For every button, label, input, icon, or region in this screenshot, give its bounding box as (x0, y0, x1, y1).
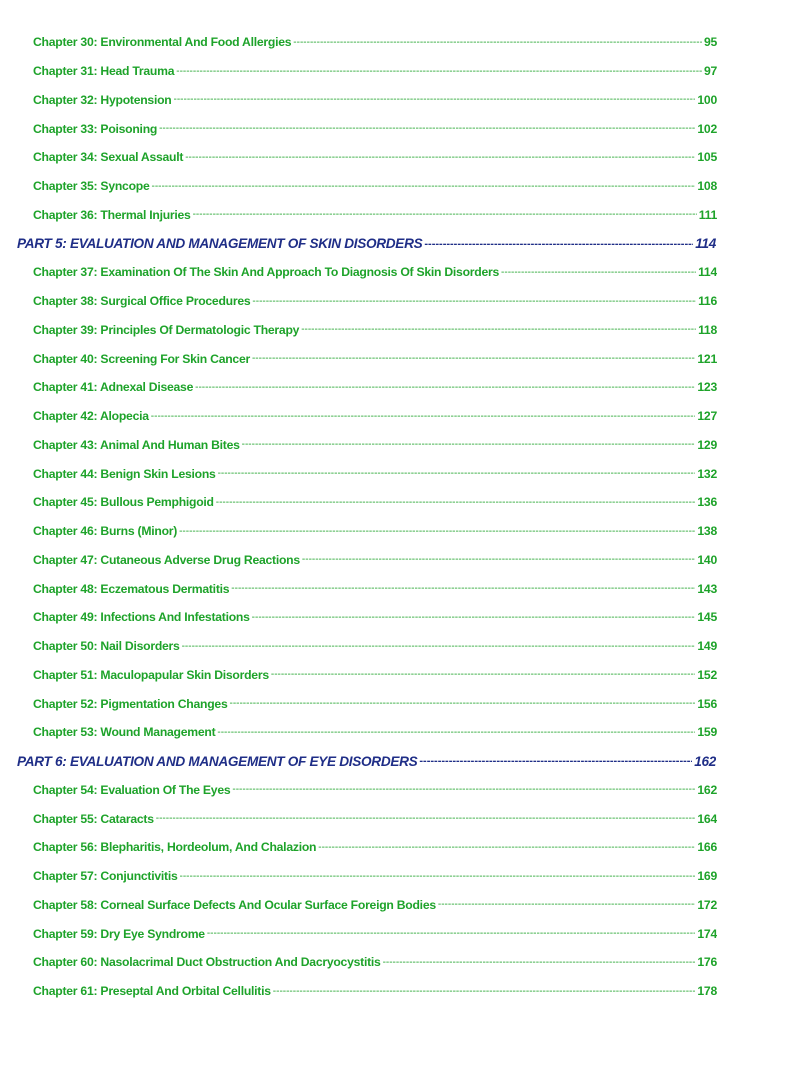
toc-entry-title: Chapter 53: Wound Management (33, 725, 216, 740)
toc-chapter-entry[interactable] (0, 57, 717, 86)
toc-chapter-entry[interactable] (0, 28, 717, 57)
dot-leader (193, 209, 697, 220)
table-of-contents (0, 28, 790, 1006)
toc-page-number: 156 (697, 696, 717, 711)
toc-entry-title: Chapter 38: Surgical Office Procedures (33, 294, 251, 309)
toc-part-heading[interactable] (0, 229, 716, 258)
dot-leader (252, 353, 695, 364)
dot-leader (318, 842, 695, 853)
dot-leader (174, 94, 696, 105)
toc-page-number: 100 (697, 92, 717, 107)
toc-chapter-entry[interactable] (0, 603, 717, 632)
toc-page-number: 108 (697, 179, 717, 194)
toc-chapter-entry[interactable] (0, 344, 717, 373)
toc-entry-title: Chapter 36: Thermal Injuries (33, 207, 191, 222)
toc-chapter-entry[interactable] (0, 488, 717, 517)
toc-chapter-entry[interactable] (0, 977, 717, 1006)
toc-page-number: 169 (697, 869, 717, 884)
toc-chapter-entry[interactable] (0, 919, 717, 948)
toc-entry-title: Chapter 61: Preseptal And Orbital Cellulitis (33, 984, 271, 999)
dot-leader (232, 784, 695, 795)
toc-entry-title: Chapter 32: Hypotension (33, 92, 172, 107)
toc-page-number: 97 (703, 64, 717, 79)
toc-page-number: 102 (697, 121, 717, 136)
toc-page-number: 162 (694, 753, 716, 769)
toc-page-number: 145 (697, 610, 717, 625)
dot-leader (195, 382, 695, 393)
dot-leader (383, 957, 696, 968)
toc-page-number: 176 (697, 955, 717, 970)
toc-chapter-entry[interactable] (0, 373, 717, 402)
toc-chapter-entry[interactable] (0, 172, 717, 201)
toc-entry-title: Chapter 55: Cataracts (33, 811, 154, 826)
toc-entry-title: Chapter 39: Principles Of Dermatologic Therapy (33, 322, 300, 337)
toc-chapter-entry[interactable] (0, 258, 717, 287)
toc-page-number: 174 (697, 926, 717, 941)
toc-page-number: 136 (697, 495, 717, 510)
toc-entry-title: Chapter 48: Eczematous Dermatitis (33, 581, 230, 596)
toc-chapter-entry[interactable] (0, 459, 717, 488)
toc-chapter-entry[interactable] (0, 546, 717, 575)
toc-page-number: 164 (697, 811, 717, 826)
dot-leader (216, 497, 696, 508)
toc-page-number: 162 (697, 782, 717, 797)
toc-chapter-entry[interactable] (0, 431, 717, 460)
dot-leader (252, 612, 696, 623)
dot-leader (218, 468, 696, 479)
dot-leader (231, 583, 695, 594)
toc-entry-title: Chapter 30: Environmental And Food Allergies (33, 35, 292, 50)
dot-leader (176, 66, 702, 77)
toc-page-number: 116 (698, 294, 717, 309)
toc-page-number: 138 (697, 524, 717, 539)
toc-part-heading[interactable] (0, 747, 716, 776)
toc-chapter-entry[interactable] (0, 718, 717, 747)
toc-entry-title: Chapter 47: Cutaneous Adverse Drug Reactions (33, 552, 300, 567)
toc-chapter-entry[interactable] (0, 776, 717, 805)
toc-page-number: 178 (697, 984, 717, 999)
toc-page-number: 114 (695, 236, 716, 252)
toc-chapter-entry[interactable] (0, 86, 717, 115)
toc-page-number: 118 (698, 322, 717, 337)
toc-page-number: 149 (697, 639, 717, 654)
dot-leader (151, 411, 696, 422)
toc-entry-title: Chapter 58: Corneal Surface Defects And Ocular Surface Foreign Bodies (33, 897, 436, 912)
toc-entry-title: Chapter 35: Syncope (33, 179, 150, 194)
dot-leader (180, 871, 696, 882)
toc-chapter-entry[interactable] (0, 143, 717, 172)
toc-page-number: 129 (697, 437, 717, 452)
toc-entry-title: Chapter 59: Dry Eye Syndrome (33, 926, 205, 941)
toc-entry-title: Chapter 41: Adnexal Disease (33, 380, 194, 395)
toc-entry-title: Chapter 51: Maculopapular Skin Disorders (33, 667, 269, 682)
toc-entry-title: Chapter 44: Benign Skin Lesions (33, 466, 216, 481)
dot-leader (301, 324, 696, 335)
dot-leader (419, 755, 692, 767)
dot-leader (182, 641, 696, 652)
toc-page-number: 166 (697, 840, 717, 855)
dot-leader (179, 526, 695, 537)
dot-leader (438, 899, 696, 910)
toc-entry-title: PART 5: EVALUATION AND MANAGEMENT OF SKIN DISORDERS (17, 236, 423, 252)
toc-chapter-entry[interactable] (0, 402, 717, 431)
dot-leader (293, 37, 702, 48)
toc-entry-title: Chapter 57: Conjunctivitis (33, 869, 178, 884)
toc-entry-title: Chapter 40: Screening For Skin Cancer (33, 351, 250, 366)
toc-chapter-entry[interactable] (0, 574, 717, 603)
toc-entry-title: Chapter 31: Head Trauma (33, 64, 175, 79)
toc-chapter-entry[interactable] (0, 948, 717, 977)
toc-entry-title: Chapter 60: Nasolacrimal Duct Obstruction And Dacryocystitis (33, 955, 381, 970)
toc-page-number: 111 (698, 207, 717, 222)
dot-leader (217, 727, 695, 738)
toc-entry-title: Chapter 46: Burns (Minor) (33, 524, 178, 539)
toc-chapter-entry[interactable] (0, 833, 717, 862)
toc-page-number: 152 (697, 667, 717, 682)
toc-entry-title: Chapter 56: Blepharitis, Hordeolum, And Chalazion (33, 840, 317, 855)
toc-entry-title: Chapter 52: Pigmentation Changes (33, 696, 228, 711)
toc-page-number: 123 (697, 380, 717, 395)
dot-leader (501, 267, 696, 278)
dot-leader (271, 669, 696, 680)
toc-page-number: 143 (697, 581, 717, 596)
toc-page-number: 132 (697, 466, 717, 481)
toc-entry-title: Chapter 50: Nail Disorders (33, 639, 180, 654)
toc-entry-title: Chapter 45: Bullous Pemphigoid (33, 495, 214, 510)
dot-leader (242, 439, 696, 450)
dot-leader (151, 181, 695, 192)
dot-leader (156, 813, 696, 824)
dot-leader (302, 554, 696, 565)
dot-leader (252, 296, 696, 307)
toc-chapter-entry[interactable] (0, 661, 717, 690)
toc-chapter-entry[interactable] (0, 114, 717, 143)
toc-chapter-entry[interactable] (0, 689, 717, 718)
toc-chapter-entry[interactable] (0, 804, 717, 833)
toc-page-number: 105 (697, 150, 717, 165)
toc-chapter-entry[interactable] (0, 632, 717, 661)
toc-chapter-entry[interactable] (0, 287, 717, 316)
dot-leader (185, 152, 695, 163)
toc-page-number: 172 (697, 897, 717, 912)
dot-leader (424, 238, 693, 250)
toc-chapter-entry[interactable] (0, 517, 717, 546)
toc-entry-title: Chapter 33: Poisoning (33, 121, 158, 136)
toc-page-number: 127 (697, 409, 717, 424)
toc-chapter-entry[interactable] (0, 201, 717, 230)
dot-leader (207, 928, 696, 939)
dot-leader (159, 123, 695, 134)
toc-entry-title: Chapter 42: Alopecia (33, 409, 149, 424)
toc-page-number: 140 (697, 552, 717, 567)
toc-page-number: 121 (697, 351, 717, 366)
toc-page-number: 159 (697, 725, 717, 740)
dot-leader (273, 986, 696, 997)
toc-chapter-entry[interactable] (0, 862, 717, 891)
dot-leader (229, 698, 695, 709)
toc-entry-title: Chapter 37: Examination Of The Skin And Approach To Diagnosis Of Skin Disorders (33, 265, 500, 280)
toc-entry-title: Chapter 34: Sexual Assault (33, 150, 184, 165)
toc-chapter-entry[interactable] (0, 316, 717, 345)
toc-chapter-entry[interactable] (0, 891, 717, 920)
toc-entry-title: Chapter 43: Animal And Human Bites (33, 437, 240, 452)
toc-page-number: 114 (698, 265, 717, 280)
toc-entry-title: PART 6: EVALUATION AND MANAGEMENT OF EYE DISORDERS (17, 753, 418, 769)
toc-page-number: 95 (703, 35, 717, 50)
toc-entry-title: Chapter 49: Infections And Infestations (33, 610, 250, 625)
toc-entry-title: Chapter 54: Evaluation Of The Eyes (33, 782, 231, 797)
